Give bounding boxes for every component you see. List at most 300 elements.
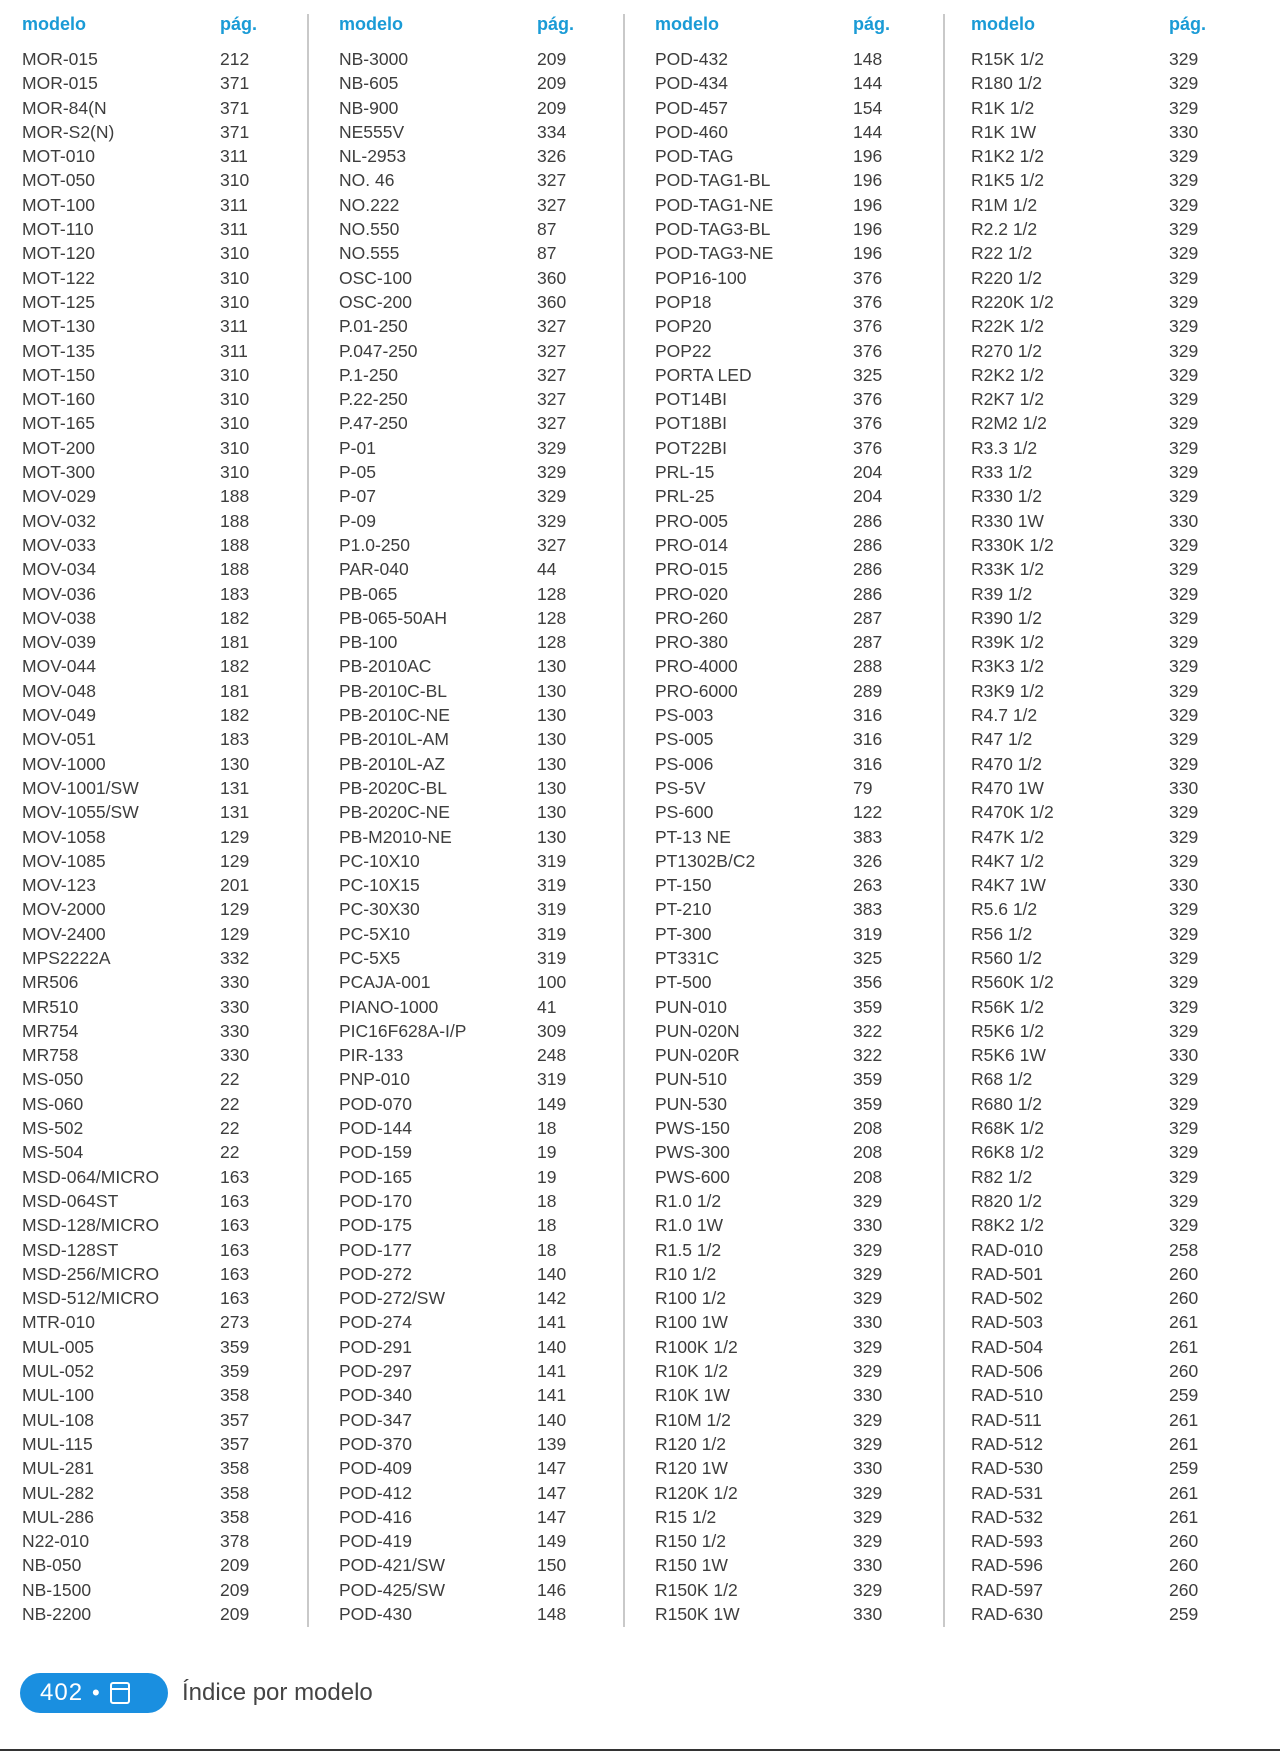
- page-ref: 359: [853, 1069, 883, 1090]
- model-code: POD-070: [339, 1093, 412, 1114]
- page-ref: 329: [1169, 826, 1199, 847]
- page-ref: 201: [220, 875, 250, 896]
- model-code: MS-060: [22, 1093, 84, 1114]
- page-ref: 359: [853, 996, 883, 1017]
- index-row: [339, 363, 639, 387]
- model-code: NL-2953: [339, 146, 407, 167]
- page-ref: 358: [220, 1458, 250, 1479]
- model-code: PC-5X5: [339, 947, 401, 968]
- model-code: R10K 1W: [655, 1385, 730, 1406]
- page-ref: 260: [1169, 1579, 1199, 1600]
- page-ref: 209: [537, 73, 567, 94]
- model-code: PRO-005: [655, 510, 728, 531]
- column-header: [655, 12, 955, 36]
- index-row: [971, 776, 1271, 800]
- model-code: R100 1/2: [655, 1288, 727, 1309]
- model-code: R220 1/2: [971, 267, 1043, 288]
- index-column: [971, 12, 1271, 1626]
- page-ref: 357: [220, 1409, 250, 1430]
- column-header: [971, 12, 1271, 36]
- model-code: P.1-250: [339, 364, 399, 385]
- model-code: POD-419: [339, 1531, 412, 1552]
- index-row: [971, 1140, 1271, 1164]
- page-ref: 329: [537, 437, 567, 458]
- model-code: R120K 1/2: [655, 1482, 738, 1503]
- model-code: MS-504: [22, 1142, 84, 1163]
- index-row: [22, 727, 322, 751]
- index-row: [655, 897, 955, 921]
- index-row: [971, 897, 1271, 921]
- model-code: NO.555: [339, 243, 400, 264]
- page-ref: 128: [537, 607, 567, 628]
- model-code: MUL-100: [22, 1385, 94, 1406]
- index-row: [339, 144, 639, 168]
- page-ref: 359: [220, 1361, 250, 1382]
- model-code: PORTA LED: [655, 364, 752, 385]
- index-row: [655, 825, 955, 849]
- model-code: R1K 1W: [971, 121, 1037, 142]
- page-ref: 329: [1169, 632, 1199, 653]
- index-row: [22, 290, 322, 314]
- model-code: MOV-1001/SW: [22, 777, 139, 798]
- model-code: PB-2010L-AZ: [339, 753, 446, 774]
- index-row: [22, 1238, 322, 1262]
- model-code: P.22-250: [339, 389, 408, 410]
- model-code: RAD-597: [971, 1579, 1043, 1600]
- index-row: [339, 776, 639, 800]
- model-code: RAD-593: [971, 1531, 1043, 1552]
- index-row: [971, 1383, 1271, 1407]
- index-row: [655, 120, 955, 144]
- page-ref: 163: [220, 1166, 250, 1187]
- page-ref: 310: [220, 291, 250, 312]
- index-row: [971, 411, 1271, 435]
- index-row: [971, 120, 1271, 144]
- page-ref: 360: [537, 267, 567, 288]
- model-code: POD-TAG3-NE: [655, 243, 774, 264]
- page-ref: 330: [853, 1385, 883, 1406]
- index-row: [339, 1310, 639, 1334]
- model-code: R330 1W: [971, 510, 1044, 531]
- index-row: [655, 849, 955, 873]
- model-code: R330 1/2: [971, 486, 1043, 507]
- index-row: [655, 168, 955, 192]
- page-ref: 329: [1169, 996, 1199, 1017]
- model-code: R68 1/2: [971, 1069, 1033, 1090]
- page-ref: 376: [853, 413, 883, 434]
- model-code: R4K7 1W: [971, 875, 1046, 896]
- page-ref: 188: [220, 486, 250, 507]
- page-ref: 329: [1169, 267, 1199, 288]
- index-row: [22, 217, 322, 241]
- model-code: RAD-596: [971, 1555, 1043, 1576]
- page-ref: 330: [220, 1020, 250, 1041]
- model-code: MOV-036: [22, 583, 96, 604]
- index-row: [655, 800, 955, 824]
- model-code: POD-421/SW: [339, 1555, 445, 1576]
- index-row: [22, 1067, 322, 1091]
- index-row: [339, 193, 639, 217]
- index-row: [339, 509, 639, 533]
- index-row: [22, 1043, 322, 1067]
- index-row: [339, 1408, 639, 1432]
- index-row: [971, 339, 1271, 363]
- model-code: R5K6 1/2: [971, 1020, 1044, 1041]
- page-ref: 327: [537, 194, 567, 215]
- page-ref: 261: [1169, 1506, 1199, 1527]
- page-ref: 147: [537, 1458, 567, 1479]
- page-ref: 18: [537, 1190, 557, 1211]
- model-code: R1.0 1W: [655, 1215, 724, 1236]
- column-header: [339, 12, 639, 36]
- page-ref: 141: [537, 1361, 567, 1382]
- page-ref: 329: [1169, 534, 1199, 555]
- model-code: POD-170: [339, 1190, 412, 1211]
- index-row: [971, 970, 1271, 994]
- model-code: R10M 1/2: [655, 1409, 731, 1430]
- model-code: RAD-630: [971, 1604, 1043, 1624]
- page-ref: 329: [853, 1506, 883, 1527]
- index-row: [971, 290, 1271, 314]
- model-code: MOT-300: [22, 462, 95, 483]
- model-code: R56K 1/2: [971, 996, 1044, 1017]
- model-code: MSD-128/MICRO: [22, 1215, 160, 1236]
- index-row: [339, 800, 639, 824]
- model-code: POD-297: [339, 1361, 412, 1382]
- header-page: pág.: [537, 14, 575, 34]
- index-row: [339, 241, 639, 265]
- index-row: [971, 217, 1271, 241]
- page-ref: 260: [1169, 1555, 1199, 1576]
- index-row: [971, 1238, 1271, 1262]
- model-code: PB-2020C-BL: [339, 777, 447, 798]
- header-model: modelo: [339, 14, 404, 34]
- page-ref: 163: [220, 1288, 250, 1309]
- page-ref: 311: [220, 340, 248, 361]
- index-row: [655, 557, 955, 581]
- model-code: POD-TAG1-NE: [655, 194, 774, 215]
- page-ref: 319: [853, 923, 883, 944]
- index-row: [971, 71, 1271, 95]
- index-column: [339, 12, 639, 1626]
- page-ref: 327: [537, 316, 567, 337]
- index-row: [971, 1553, 1271, 1577]
- page-ref: 259: [1169, 1385, 1199, 1406]
- model-code: R2M2 1/2: [971, 413, 1047, 434]
- page-ref: 327: [537, 389, 567, 410]
- page-ref: 310: [220, 364, 250, 385]
- page-ref: 319: [537, 1069, 567, 1090]
- index-row: [971, 1335, 1271, 1359]
- model-code: POT22BI: [655, 437, 727, 458]
- page-ref: 142: [537, 1288, 567, 1309]
- page-ref: 316: [853, 705, 883, 726]
- index-row: [339, 752, 639, 776]
- page-ref: 188: [220, 510, 250, 531]
- page-ref: 204: [853, 486, 883, 507]
- model-code: MSD-128ST: [22, 1239, 119, 1260]
- page-ref: 147: [537, 1482, 567, 1503]
- index-row: [339, 460, 639, 484]
- page-ref: 163: [220, 1239, 250, 1260]
- model-code: MOV-049: [22, 705, 96, 726]
- page-ref: 330: [853, 1312, 883, 1333]
- index-row: [655, 387, 955, 411]
- index-row: [655, 47, 955, 71]
- model-code: POP16-100: [655, 267, 747, 288]
- page-ref: 329: [537, 510, 567, 531]
- model-code: PIR-133: [339, 1045, 404, 1066]
- column-divider: [623, 14, 625, 1627]
- index-row: [22, 946, 322, 970]
- page-ref: 319: [537, 899, 567, 920]
- index-row: [22, 363, 322, 387]
- page-ref: 286: [853, 559, 883, 580]
- model-code: MOT-130: [22, 316, 95, 337]
- model-code: PUN-510: [655, 1069, 727, 1090]
- page-ref: 329: [537, 462, 567, 483]
- model-code: MSD-512/MICRO: [22, 1288, 160, 1309]
- index-row: [971, 1456, 1271, 1480]
- model-code: R4.7 1/2: [971, 705, 1038, 726]
- page-ref: 329: [1169, 923, 1199, 944]
- index-row: [655, 363, 955, 387]
- index-row: [22, 266, 322, 290]
- model-code: MSD-256/MICRO: [22, 1263, 160, 1284]
- page-ref: 383: [853, 826, 883, 847]
- page-ref: 260: [1169, 1531, 1199, 1552]
- index-row: [655, 411, 955, 435]
- model-code: R39 1/2: [971, 583, 1033, 604]
- index-row: [971, 654, 1271, 678]
- page-ref: 154: [853, 97, 883, 118]
- index-row: [339, 1213, 639, 1237]
- model-code: PS-600: [655, 802, 714, 823]
- model-code: R270 1/2: [971, 340, 1043, 361]
- page-ref: 319: [537, 850, 567, 871]
- page-ref: 311: [220, 316, 248, 337]
- page-ref: 130: [537, 680, 567, 701]
- index-row: [655, 1553, 955, 1577]
- index-row: [339, 339, 639, 363]
- model-code: MOV-034: [22, 559, 96, 580]
- index-row: [655, 1505, 955, 1529]
- model-code: POP22: [655, 340, 712, 361]
- index-row: [971, 436, 1271, 460]
- model-code: NB-605: [339, 73, 399, 94]
- model-code: PRO-020: [655, 583, 728, 604]
- page-ref: 128: [537, 583, 567, 604]
- page-ref: 310: [220, 267, 250, 288]
- page-ref: 140: [537, 1409, 567, 1430]
- page-ref: 18: [537, 1118, 557, 1139]
- page-ref: 309: [537, 1020, 567, 1041]
- index-row: [22, 241, 322, 265]
- index-row: [339, 168, 639, 192]
- page-ref: 87: [537, 219, 557, 240]
- index-row: [22, 1116, 322, 1140]
- index-row: [655, 1383, 955, 1407]
- index-row: [655, 314, 955, 338]
- index-row: [22, 922, 322, 946]
- index-row: [22, 1140, 322, 1164]
- page-ref: 150: [537, 1555, 567, 1576]
- index-row: [655, 193, 955, 217]
- page-ref: 329: [1169, 1069, 1199, 1090]
- page-ref: 286: [853, 534, 883, 555]
- model-code: R1K2 1/2: [971, 146, 1044, 167]
- model-code: R220K 1/2: [971, 291, 1054, 312]
- model-code: MPS2222A: [22, 947, 111, 968]
- page-ref: 130: [537, 753, 567, 774]
- model-code: MOT-200: [22, 437, 95, 458]
- model-code: POD-370: [339, 1433, 412, 1454]
- index-row: [655, 290, 955, 314]
- model-code: R150 1/2: [655, 1531, 727, 1552]
- model-code: PC-5X10: [339, 923, 411, 944]
- index-row: [971, 849, 1271, 873]
- index-row: [339, 1383, 639, 1407]
- model-code: MOV-051: [22, 729, 96, 750]
- index-row: [339, 1140, 639, 1164]
- index-row: [971, 47, 1271, 71]
- page-ref: 327: [537, 413, 567, 434]
- index-row: [22, 1165, 322, 1189]
- index-row: [22, 1578, 322, 1602]
- model-code: R3K3 1/2: [971, 656, 1044, 677]
- model-code: POD-340: [339, 1385, 412, 1406]
- page-ref: 329: [1169, 243, 1199, 264]
- model-code: POD-177: [339, 1239, 412, 1260]
- model-code: MUL-281: [22, 1458, 94, 1479]
- page-ref: 330: [220, 972, 250, 993]
- page-ref: 329: [1169, 291, 1199, 312]
- index-row: [655, 582, 955, 606]
- section-title: Índice por modelo: [182, 1679, 373, 1706]
- index-row: [971, 1043, 1271, 1067]
- index-row: [22, 654, 322, 678]
- index-row: [655, 1578, 955, 1602]
- page-ref: 329: [853, 1433, 883, 1454]
- index-row: [971, 1213, 1271, 1237]
- page-ref: 329: [1169, 194, 1199, 215]
- page-ref: 149: [537, 1531, 567, 1552]
- model-code: PT331C: [655, 947, 720, 968]
- page-ref: 182: [220, 607, 250, 628]
- model-code: OSC-200: [339, 291, 412, 312]
- index-row: [971, 1067, 1271, 1091]
- model-code: R120 1/2: [655, 1433, 727, 1454]
- index-row: [22, 387, 322, 411]
- page-ref: 327: [537, 364, 567, 385]
- model-code: RAD-531: [971, 1482, 1043, 1503]
- index-row: [971, 1578, 1271, 1602]
- index-row: [971, 168, 1271, 192]
- page-ref: 329: [1169, 364, 1199, 385]
- page-ref: 273: [220, 1312, 250, 1333]
- model-code: MUL-108: [22, 1409, 94, 1430]
- index-rows: [971, 47, 1271, 1626]
- model-code: R150K 1/2: [655, 1579, 738, 1600]
- page-ref: 130: [537, 777, 567, 798]
- page-ref: 263: [853, 875, 883, 896]
- model-code: PRO-014: [655, 534, 728, 555]
- page-ref: 329: [853, 1482, 883, 1503]
- page-ref: 310: [220, 170, 250, 191]
- page-ref: 371: [220, 97, 250, 118]
- index-row: [339, 1262, 639, 1286]
- page-ref: 329: [853, 1531, 883, 1552]
- page-ref: 261: [1169, 1409, 1199, 1430]
- index-row: [971, 533, 1271, 557]
- index-row: [971, 484, 1271, 508]
- model-code: R33 1/2: [971, 462, 1033, 483]
- page-ref: 329: [1169, 97, 1199, 118]
- index-row: [971, 509, 1271, 533]
- index-row: [22, 71, 322, 95]
- index-row: [655, 1238, 955, 1262]
- page-ref: 139: [537, 1433, 567, 1454]
- page-ref: 287: [853, 607, 883, 628]
- index-row: [22, 47, 322, 71]
- model-code: MUL-005: [22, 1336, 94, 1357]
- page-ref: 122: [853, 802, 883, 823]
- index-rows: [655, 47, 955, 1626]
- index-row: [971, 1092, 1271, 1116]
- index-row: [971, 1116, 1271, 1140]
- page-ref: 358: [220, 1506, 250, 1527]
- model-code: NB-2200: [22, 1604, 92, 1624]
- model-code: PUN-020N: [655, 1020, 740, 1041]
- page-ref: 183: [220, 583, 250, 604]
- page-ref: 329: [853, 1579, 883, 1600]
- page-ref: 44: [537, 559, 557, 580]
- model-code: NO.550: [339, 219, 400, 240]
- index-row: [339, 1578, 639, 1602]
- index-row: [655, 1262, 955, 1286]
- index-row: [339, 1165, 639, 1189]
- model-code: PUN-020R: [655, 1045, 740, 1066]
- index-row: [655, 1481, 955, 1505]
- model-code: RAD-501: [971, 1263, 1043, 1284]
- model-code: MOR-84(N: [22, 97, 107, 118]
- page-ref: 19: [537, 1142, 557, 1163]
- index-row: [22, 96, 322, 120]
- model-code: PRO-380: [655, 632, 728, 653]
- page-ref: 332: [220, 947, 250, 968]
- index-row: [339, 1019, 639, 1043]
- page-ref: 163: [220, 1263, 250, 1284]
- model-code: MSD-064ST: [22, 1190, 119, 1211]
- model-code: MOT-165: [22, 413, 95, 434]
- model-code: MOV-039: [22, 632, 96, 653]
- index-row: [971, 946, 1271, 970]
- page-ref: 329: [1169, 680, 1199, 701]
- index-row: [971, 1432, 1271, 1456]
- page-ref: 329: [853, 1409, 883, 1430]
- index-row: [339, 922, 639, 946]
- index-row: [971, 825, 1271, 849]
- index-row: [971, 1529, 1271, 1553]
- model-code: POD-144: [339, 1118, 412, 1139]
- index-row: [22, 1019, 322, 1043]
- page-ref: 260: [1169, 1288, 1199, 1309]
- index-row: [339, 484, 639, 508]
- index-row: [655, 1213, 955, 1237]
- page-ref: 129: [220, 826, 250, 847]
- index-row: [971, 1165, 1271, 1189]
- page-ref: 376: [853, 267, 883, 288]
